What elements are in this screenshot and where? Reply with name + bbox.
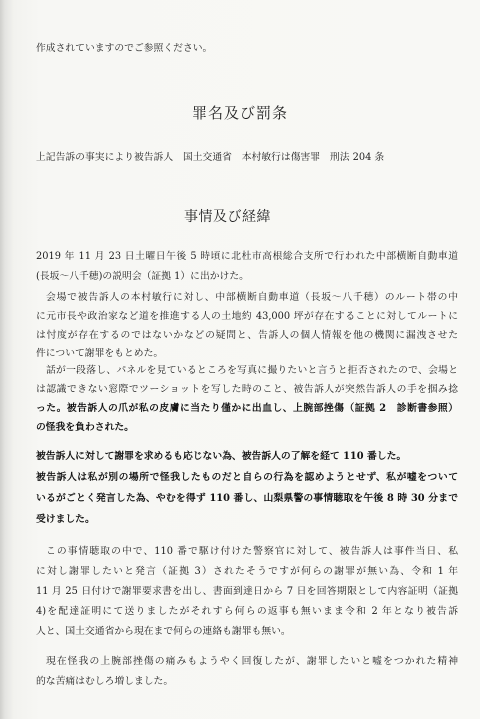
continuation-line: 作成されていますのでご参照ください。 [36,43,213,54]
paragraph-line: は認識できない窓際でツーショットを写した時のこと、被告訴人が突然告訴人の手を掴み捻 [36,384,458,395]
paragraph-line: 受けました。 [36,514,95,525]
section-heading-circumstances: 事情及び経緯 [184,209,271,225]
paragraph-line: の怪我を負わされた。 [36,422,134,433]
paragraph-line: 話が一段落し、パネルを見ているところを写真に撮りたいと言うと拒否されたので、会場と [46,365,458,376]
paragraph-line: 2019 年 11 月 23 日土曜日午後 5 時頃に北杜市高根総合支所で行われた中部横断自動車道 [36,251,458,262]
paragraph-line: に元市長や政治家など道を推進する人の土地約 43,000 坪が存在することに対してルートに [36,311,458,322]
paragraph-line: 被告訴人に対して謝罪を求めるも応じない為、被告訴人の了解を経て 110 番した。 [36,451,407,462]
paragraph-line: 件について謝罪をもとめた。 [36,348,164,359]
charge-statement: 上記告訴の事実により被告訴人 国土交通省 本村敏行は傷害罪 刑法 204 条 [36,152,385,163]
paragraph-line: 会場で被告訴人の本村敏行に対し、中部横断自動車道（長坂～八千穂）のルート帯の中 [46,292,458,303]
paragraph-line: 4)を配達証明にて送りましたがそれすら何らの返事も無いまま令和 2 年となり被告訴 [36,606,458,617]
paragraph-line: (長坂～八千穂)の説明会（証拠 1）に出かけた。 [36,271,249,282]
paragraph-line: 11 月 25 日付けで謝罪要求書を出し、書面到達日から 7 日を回答期限として内容証明（証拠 [36,586,458,597]
paragraph-line: は忖度が存在するのではないかなどの疑問と、告訴人の個人情報を他の機関に漏洩させた [36,330,458,341]
paragraph-line: この事情聴取の中で、110 番で駆け付けた警察官に対して、被告訴人は事件当日、私 [46,546,458,557]
paragraph-line: いるがごとく発言した為、やむを得ず 110 番し、山梨県警の事情聴取を午後 8 時 30 分まで [36,493,458,504]
paragraph-line: に対し謝罪したいと発言（証拠 3）されたそうですが何らの謝罪が無い為、令和 1 年 [36,566,458,577]
paragraph-line: 人と、国土交通省から現在まで何らの連絡も謝罪も無い。 [36,626,291,637]
paragraph-line: った。被告訴人の爪が私の皮膚に当たり僅かに出血し、上腕部挫傷（証拠 2 診断書参照） [36,403,458,414]
paragraph-line: 現在怪我の上腕部挫傷の痛みもようやく回復したが、謝罪したいと嘘をつかれた精神 [46,656,458,667]
section-heading-charges: 罪名及び罰条 [191,104,288,122]
paragraph-line: 的な苦痛はむしろ増しました。 [36,676,174,687]
paragraph-line: 被告訴人は私が別の場所で怪我したものだと自らの行為を認めようとせず、私が嘘をついて [36,472,458,483]
